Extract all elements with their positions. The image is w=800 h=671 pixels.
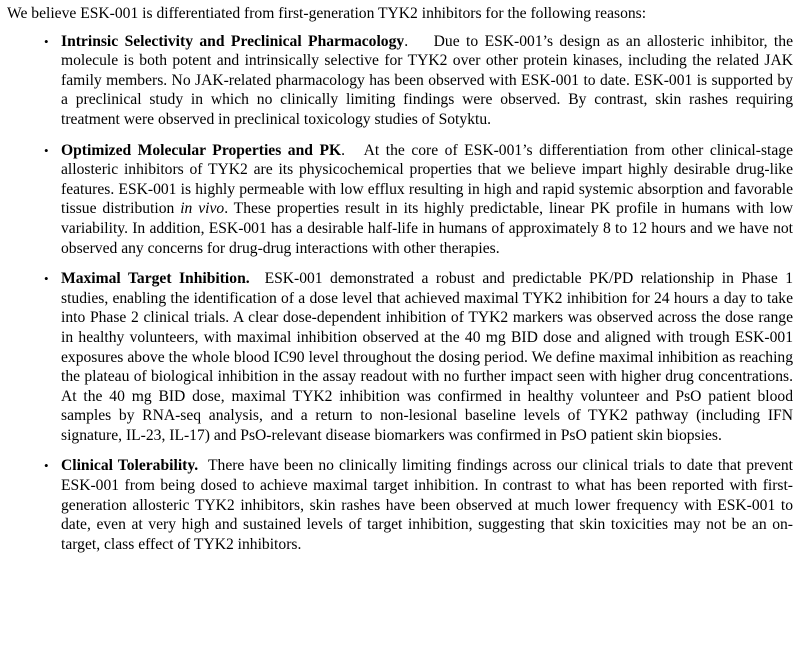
reason-text: There have been no clinically limiting findings across our clinical trials to date that prevent ESK-001 from being dosed to achieve maximal target inhibition. In contrast to what has been reported with first-generation allosteric TYK2 inhibitors, skin rashes have been observed at much lower frequency with ESK-001 to date, even at very high and sustained levels of target inhibition, suggesting that skin toxicities may not be an on-target, class effect of TYK2 inhibitors. bbox=[61, 457, 793, 553]
bullet-icon: • bbox=[44, 142, 49, 158]
reason-title-suffix: . bbox=[341, 141, 346, 159]
intro-paragraph: We believe ESK-001 is differentiated from first-generation TYK2 inhibitors for the following reasons: bbox=[7, 5, 647, 22]
reason-item-target-inhibition bbox=[7, 269, 793, 445]
reason-title: Optimized Molecular Properties and PK bbox=[61, 141, 342, 159]
reason-text-continued: . These properties result in its highly predictable, linear PK profile in humans with low variability. In addition, ESK-001 has a desirable half-life in humans of approximately 8 to 12 hours and we have not observed any concerns for drug-drug interactions with other therapies. bbox=[61, 200, 793, 257]
reason-text: ESK-001 demonstrated a robust and predictable PK/PD relationship in Phase 1 studies, enabling the identification of a dose level that achieved maximal TYK2 inhibition for 24 hours a day to take into Phase 2 clinical trials. A clear dose-dependent inhibition of TYK2 markers was observed across the dose range in healthy volunteers, with maximal inhibition observed at the 40 mg BID dose and aligned with trough ESK-001 exposures above the whole blood IC90 level throughout the dosing period. We define maximal inhibition as reaching the plateau of biological inhibition in the assay readout with no further impact seen with higher drug concentrations. At the 40 mg BID dose, maximal TYK2 inhibition was confirmed in healthy volunteer and PsO patient blood samples by RNA-seq analysis, and a return to non-lesional baseline levels of TYK2 pathway (including IFN signature, IL-23, IL-17) and PsO-relevant disease biomarkers was confirmed in PsO patient skin biopsies. bbox=[61, 270, 793, 444]
title-gap bbox=[250, 270, 265, 287]
reason-text: Due to ESK-001’s design as an allosteric inhibitor, the molecule is both potent and intrinsically selective for TYK2 over other protein kinases, including the related JAK family members. No JAK-related pharmacology has been observed with ESK-001 to date. ESK-001 is supported by a preclinical study in which no clinically limiting findings were observed. By contrast, skin rashes requiring treatment were observed in preclinical toxicology studies of Sotyktu. bbox=[61, 32, 793, 128]
bullet-icon: • bbox=[44, 458, 49, 474]
reason-text: At the core of ESK-001’s differentiation from other clinical-stage allosteric inhibitors of TYK2 are its physicochemical properties that we believe impart highly desirable drug-like features. ESK-001 is highly permeable with low efflux resulting in high and rapid systemic absorption and favorable tissue distribution bbox=[61, 141, 793, 218]
bullet-icon: • bbox=[44, 33, 49, 49]
reason-text-italic: in vivo bbox=[180, 200, 225, 218]
reason-item-selectivity bbox=[7, 32, 793, 130]
title-gap bbox=[408, 33, 434, 50]
reasons-list bbox=[7, 32, 793, 555]
reason-title: Maximal Target Inhibition. bbox=[61, 270, 250, 288]
reason-item-molecular-properties bbox=[7, 141, 793, 259]
reason-title-suffix: . bbox=[404, 32, 409, 50]
title-gap bbox=[198, 457, 208, 474]
reason-item-tolerability bbox=[7, 456, 793, 554]
reason-title: Intrinsic Selectivity and Preclinical Pharmacology bbox=[61, 32, 405, 50]
bullet-icon: • bbox=[44, 271, 49, 287]
title-gap bbox=[345, 142, 364, 159]
reason-title: Clinical Tolerability. bbox=[61, 457, 199, 475]
